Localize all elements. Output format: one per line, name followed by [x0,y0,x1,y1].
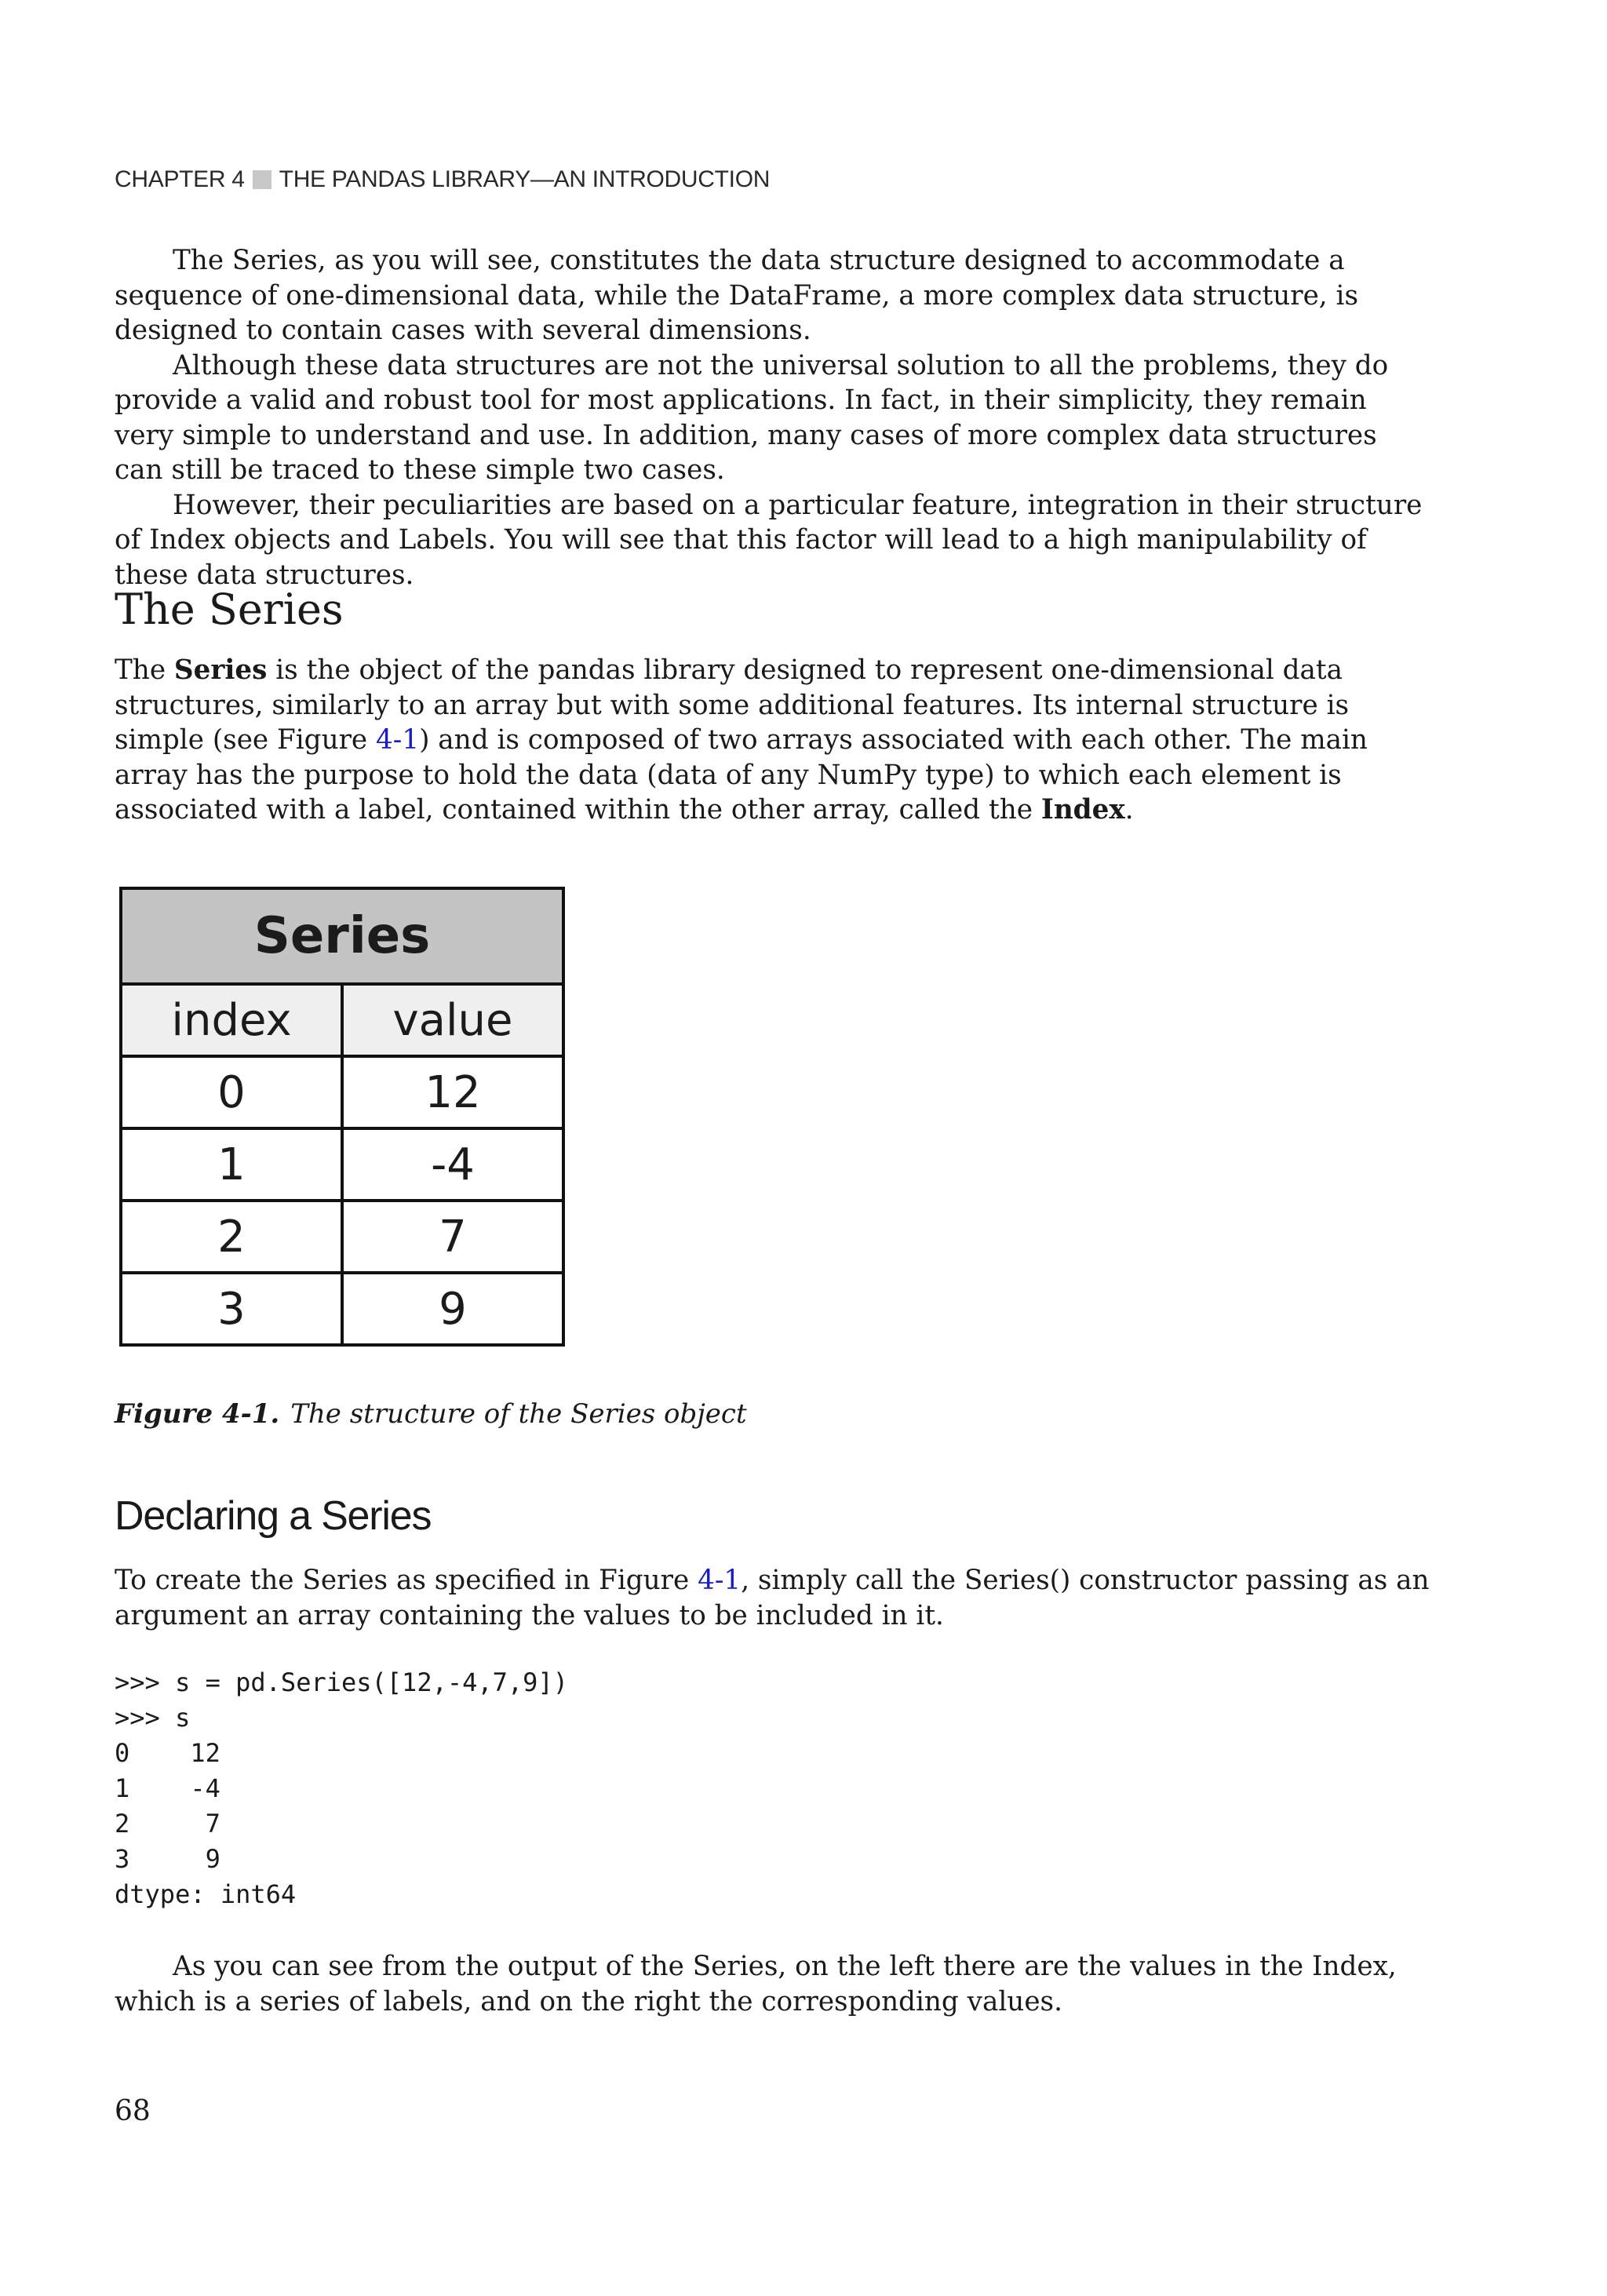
bold-term-series: Series [173,654,268,686]
figure-link[interactable]: 4-1 [376,724,420,756]
text-run: ) and is composed of two arrays associated with each other. The main array has the purpose to hold the data (data of any NumPy type) to which each element is associated with a label, contained within the other array, called the [115,724,1368,825]
declaring-description [115,1563,1433,1633]
chapter-title: THE PANDAS LIBRARY—AN INTRODUCTION [279,166,771,192]
section-heading-declaring-a-series: Declaring a Series [115,1493,432,1539]
chapter-label: CHAPTER 4 [115,166,245,192]
figure-link[interactable]: 4-1 [698,1565,742,1596]
index-cell: 3 [121,1273,342,1345]
bold-term-index: Index [1040,794,1125,825]
intro-paragraph-3: However, their peculiarities are based on a particular feature, integration in their structure of Index objects and Labels. You will see that this factor will lead to a high manipulability of these data structures. [115,489,1423,591]
figure-caption-text: The structure of the Series object [290,1398,747,1430]
outro-text: As you can see from the output of the Series, on the left there are the values in the Index, which is a series of labels, and on the right the corresponding values. [115,1951,1397,2017]
value-cell: 12 [342,1056,563,1128]
code-example: >>> s = pd.Series([12,-4,7,9]) >>> s 0 12 1 -4 2 7 3 9 dtype: int64 [115,1667,568,1909]
index-cell: 2 [121,1201,342,1273]
value-cell: 9 [342,1273,563,1345]
text-run: The [115,654,174,686]
figure-caption [115,1398,747,1430]
series-description [115,653,1433,828]
table-row [121,1128,563,1201]
index-cell: 0 [121,1056,342,1128]
table-row [121,1056,563,1128]
text-run: , simply call the Series() constructor passing as an argument an array containing the values to be included in it. [115,1565,1430,1631]
intro-paragraph-2: Although these data structures are not the universal solution to all the problems, they do provide a valid and robust tool for most applications. In fact, in their simplicity, they remain very simple to understand and use. In addition, many cases of more complex data structures can still be traced to these simple two cases. [115,349,1389,486]
table-row [121,1201,563,1273]
page-number: 68 [115,2095,151,2127]
figure-table-title: Series [121,888,563,984]
running-header [115,166,770,193]
outro-paragraph [115,1949,1433,2019]
value-cell: -4 [342,1128,563,1201]
column-header-index: index [121,984,342,1056]
section-heading-the-series: The Series [115,585,344,634]
intro-paragraphs [115,243,1433,592]
intro-paragraph-1: The Series, as you will see, constitutes the data structure designed to accommodate a sequence of one-dimensional data, while the DataFrame, a more complex data structure, is designed to contain cases with several dimensions. [115,245,1359,346]
text-run: is the object of the pandas library designed to represent one-dimensional data structures, similarly to an array but with some additional features. Its internal structure is simple (see Figure [115,654,1350,756]
figure-caption-label: Figure 4-1. [115,1398,280,1430]
table-row [121,1273,563,1345]
value-cell: 7 [342,1201,563,1273]
column-header-value: value [342,984,563,1056]
header-separator-square [253,170,271,189]
index-cell: 1 [121,1128,342,1201]
series-structure-figure [119,887,565,1347]
text-run: To create the Series as specified in Figure [115,1565,698,1596]
text-run: . [1124,794,1134,825]
